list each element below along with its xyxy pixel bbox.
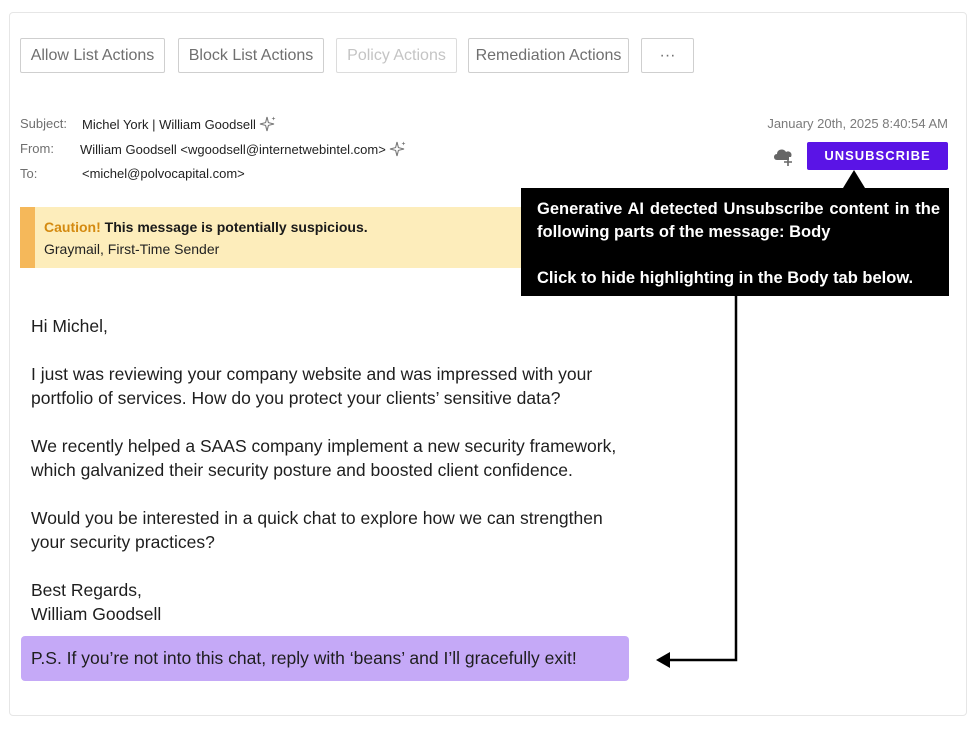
subject-value bbox=[82, 116, 277, 135]
body-greeting: Hi Michel, bbox=[31, 316, 108, 336]
caution-reasons: Graymail, First-Time Sender bbox=[44, 241, 220, 257]
to-value: <michel@polvocapital.com> bbox=[82, 166, 245, 181]
tooltip-hide-text[interactable]: Click to hide highlighting in the Body tab below. bbox=[537, 269, 914, 287]
body-paragraph-3-line-2: your security practices? bbox=[31, 532, 215, 552]
tooltip-detection-text: Generative AI detected Unsubscribe content in the following parts of the message: Body bbox=[537, 200, 940, 241]
highlighted-unsubscribe-content: P.S. If you’re not into this chat, reply with ‘beans’ and I’ll gracefully exit! bbox=[21, 636, 629, 681]
allow-list-actions-button[interactable]: Allow List Actions bbox=[20, 38, 165, 73]
policy-actions-button: Policy Actions bbox=[336, 38, 457, 73]
caution-prefix: Caution! bbox=[44, 219, 101, 235]
from-text: William Goodsell <wgoodsell@internetwebintel.com> bbox=[80, 142, 386, 157]
cloud-add-icon[interactable] bbox=[772, 146, 796, 173]
body-paragraph-1-line-1: I just was reviewing your company website and was impressed with your bbox=[31, 364, 593, 384]
caution-title bbox=[44, 219, 368, 235]
unsubscribe-button[interactable]: UNSUBSCRIBE bbox=[807, 142, 948, 170]
caution-banner bbox=[20, 207, 540, 268]
block-list-actions-button[interactable]: Block List Actions bbox=[178, 38, 324, 73]
ai-tooltip[interactable] bbox=[521, 188, 949, 296]
body-signature: William Goodsell bbox=[31, 604, 162, 624]
ai-sparkle-icon[interactable] bbox=[389, 141, 407, 160]
more-actions-button[interactable]: ··· bbox=[641, 38, 694, 73]
tooltip-pointer bbox=[843, 170, 865, 188]
body-signoff: Best Regards, bbox=[31, 580, 142, 600]
body-paragraph-2-line-1: We recently helped a SAAS company implement a new security framework, bbox=[31, 436, 617, 456]
body-paragraph-2-line-2: which galvanized their security posture and boosted client confidence. bbox=[31, 460, 573, 480]
body-paragraph-1-line-2: portfolio of services. How do you protect your clients’ sensitive data? bbox=[31, 388, 561, 408]
to-label: To: bbox=[20, 166, 38, 181]
subject-label: Subject: bbox=[20, 116, 67, 131]
remediation-actions-button[interactable]: Remediation Actions bbox=[468, 38, 629, 73]
body-paragraph-3-line-1: Would you be interested in a quick chat to explore how we can strengthen bbox=[31, 508, 603, 528]
ai-sparkle-icon[interactable] bbox=[259, 116, 277, 135]
received-date: January 20th, 2025 8:40:54 AM bbox=[767, 116, 948, 131]
from-value bbox=[80, 141, 407, 160]
from-label: From: bbox=[20, 141, 54, 156]
subject-text: Michel York | William Goodsell bbox=[82, 117, 256, 132]
caution-message: This message is potentially suspicious. bbox=[104, 219, 368, 235]
